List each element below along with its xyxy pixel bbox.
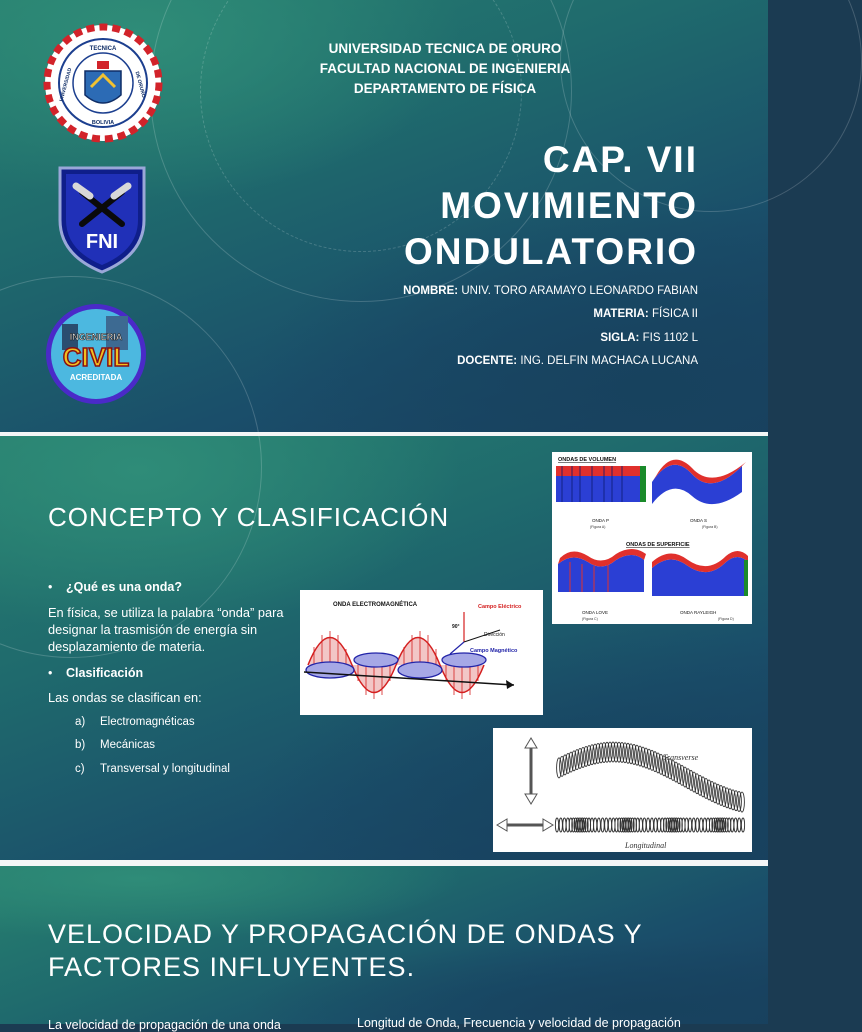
svg-text:ONDA LOVE: ONDA LOVE <box>582 610 609 615</box>
velocity-paragraph-start: La velocidad de propagación de una onda <box>48 1018 281 1032</box>
info-row-docente: DOCENTE: ING. DELFIN MACHACA LUCANA <box>457 354 698 367</box>
electromagnetic-wave-figure <box>300 590 543 715</box>
chapter-title <box>278 137 698 275</box>
svg-text:(Figura D): (Figura D) <box>718 617 734 621</box>
info-row-sigla: SIGLA: FIS 1102 L <box>600 331 698 344</box>
p-wave-block-icon <box>556 466 646 502</box>
student-info-block <box>278 280 698 373</box>
svg-text:Campo Magnético: Campo Magnético <box>470 648 518 654</box>
spring-waves-figure <box>493 728 752 852</box>
svg-text:TECNICA: TECNICA <box>89 46 117 52</box>
velocity-slide <box>0 866 768 1032</box>
svg-text:ONDAS DE SUPERFICIE: ONDAS DE SUPERFICIE <box>626 542 690 548</box>
svg-text:ONDA RAYLEIGH: ONDA RAYLEIGH <box>680 610 717 615</box>
chapter-number: CAP. VII <box>542 139 698 180</box>
info-row-nombre: NOMBRE: UNIV. TORO ARAMAYO LEONARDO FABIAN <box>403 285 698 297</box>
longitudinal-spring-coil-icon <box>555 818 744 832</box>
seismic-waves-figure <box>552 452 752 624</box>
horizontal-double-arrow-icon <box>497 819 553 831</box>
svg-text:ONDA P: ONDA P <box>592 518 610 523</box>
chapter-title-line: ONDULATORIO <box>403 231 698 272</box>
svg-text:Transverse: Transverse <box>663 753 699 762</box>
svg-text:INGENIERIA: INGENIERIA <box>69 332 123 342</box>
svg-text:90°: 90° <box>452 624 460 630</box>
bullet-what-is-wave: • ¿Qué es una onda? <box>48 580 182 594</box>
svg-text:ONDA ELECTROMAGNÉTICA: ONDA ELECTROMAGNÉTICA <box>333 602 418 608</box>
svg-text:(Figura B): (Figura B) <box>702 525 718 529</box>
svg-text:(Figura C): (Figura C) <box>582 617 598 621</box>
vertical-double-arrow-icon <box>525 738 537 804</box>
s-wave-block-icon <box>652 460 746 504</box>
department-name: DEPARTAMENTO DE FÍSICA <box>353 81 537 96</box>
transverse-spring-coil-icon <box>557 742 745 812</box>
svg-text:ONDAS DE VOLUMEN: ONDAS DE VOLUMEN <box>558 457 617 463</box>
slide-title: CONCEPTO Y CLASIFICACIÓN <box>48 502 450 532</box>
svg-text:UNIVERSIDAD: UNIVERSIDAD <box>58 67 74 103</box>
info-row-materia: MATERIA: FÍSICA II <box>593 308 698 321</box>
list-item: b) Mecánicas <box>75 739 155 751</box>
wavelength-caption: Longitud de Onda, Frecuencia y velocidad de propagación <box>357 1016 681 1030</box>
wave-definition-paragraph: En física, se utiliza la palabra “onda” para designar la trasmisión de energía sin desplazamiento de materia. <box>48 605 284 654</box>
svg-text:Campo Eléctrico: Campo Eléctrico <box>478 604 522 610</box>
slide-title: VELOCIDAD Y PROPAGACIÓN DE ONDAS Y FACTORES INFLUYENTES. <box>48 919 643 982</box>
svg-text:Dirección: Dirección <box>484 632 505 638</box>
university-seal-logo <box>43 23 163 143</box>
concept-slide <box>0 436 768 860</box>
university-name: UNIVERSIDAD TECNICA DE ORURO <box>328 41 562 56</box>
love-wave-block-icon <box>558 549 646 592</box>
rayleigh-wave-block-icon <box>652 551 748 596</box>
bullet-classification: • Clasificación <box>48 666 144 680</box>
svg-text:ACREDITADA: ACREDITADA <box>69 373 123 382</box>
svg-text:DE ORURO: DE ORURO <box>133 70 147 99</box>
list-item: c) Transversal y longitudinal <box>75 763 230 775</box>
svg-text:FNI: FNI <box>85 231 119 253</box>
classification-intro: Las ondas se clasifican en: <box>48 690 202 705</box>
fni-shield-logo <box>52 160 152 275</box>
university-header <box>290 39 600 99</box>
svg-text:ONDA S: ONDA S <box>690 518 708 523</box>
svg-text:(Figura A): (Figura A) <box>590 525 606 529</box>
svg-text:Longitudinal: Longitudinal <box>625 841 667 850</box>
faculty-name: FACULTAD NACIONAL DE INGENIERIA <box>319 61 571 76</box>
chapter-title-line: MOVIMIENTO <box>440 185 698 226</box>
list-item: a) Electromagnéticas <box>75 716 195 728</box>
svg-text:BOLIVIA: BOLIVIA <box>91 120 115 126</box>
svg-text:CIVIL: CIVIL <box>62 342 130 372</box>
